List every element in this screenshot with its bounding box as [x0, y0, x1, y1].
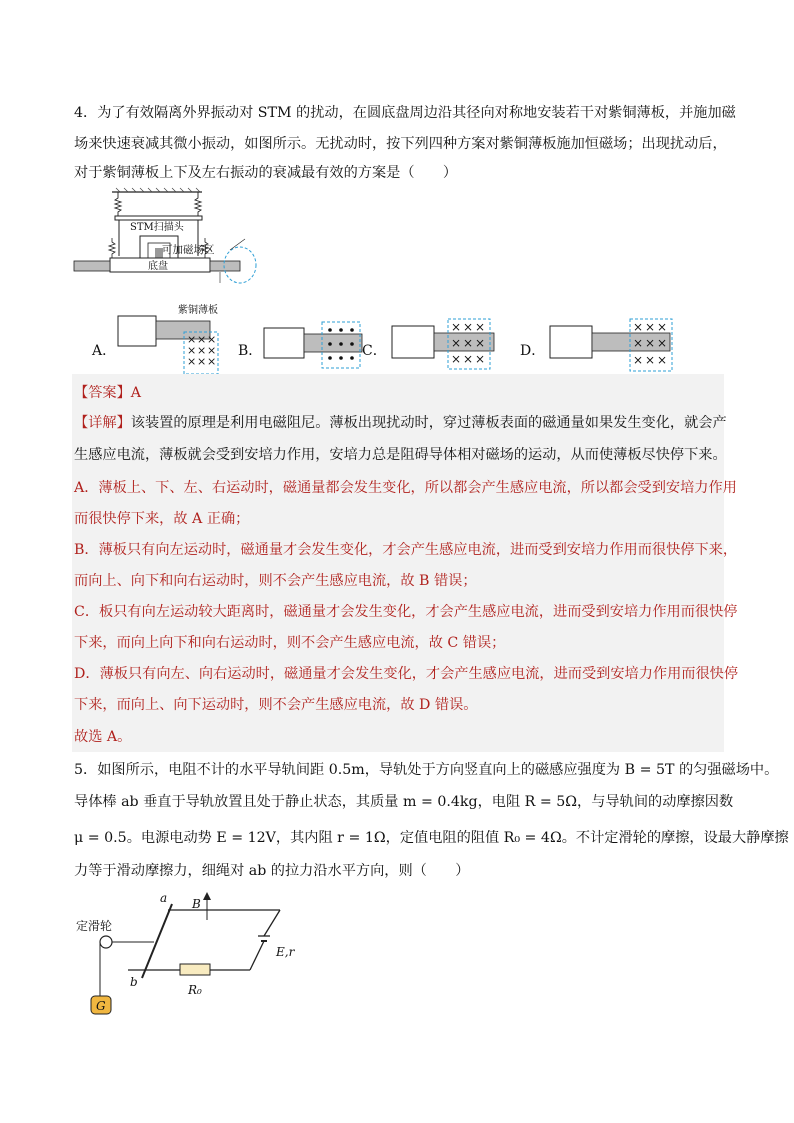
option-b-figure	[262, 318, 368, 372]
analysis-line-6: 下来，而向上向下和向右运动时，则不会产生感应电流，故 C 错误；	[74, 635, 506, 651]
weight-label: G	[96, 999, 106, 1013]
conclusion-line: 故选 A。	[74, 729, 132, 745]
svg-text:×: ×	[207, 344, 217, 357]
svg-text:×: ×	[463, 336, 474, 350]
svg-text:×: ×	[475, 336, 486, 350]
q5-line-4: 力等于滑动摩擦力，细绳对 ab 的拉力沿水平方向，则（ ）	[74, 863, 470, 879]
q5-line-3: μ = 0.5。电源电动势 E = 12V，其内阻 r = 1Ω，定值电阻的阻值 R₀ = 4Ω。不计定滑轮的摩擦，设最大静摩擦	[74, 830, 789, 846]
option-d-label: D．	[520, 343, 546, 359]
analysis-line-5: C．板只有向左运动较大距离时，磁通量才会发生变化，才会产生感应电流，进而受到安培力作用而很快停	[74, 604, 738, 620]
b-field-label: B	[192, 897, 201, 911]
svg-text:×: ×	[197, 344, 207, 357]
svg-text:×: ×	[657, 353, 668, 367]
analysis-line-3: B．薄板只有向左运动时，磁通量才会发生变化，才会产生感应电流，进而受到安培力作用而很快停下来，	[74, 542, 738, 558]
base-label: 底盘	[148, 261, 168, 272]
svg-text:×: ×	[645, 320, 656, 334]
stm-label: STM扫描头	[130, 222, 184, 233]
option-c-figure	[390, 316, 500, 372]
source-label: E,r	[276, 945, 295, 959]
a-label: a	[160, 891, 168, 905]
detail-label: 【详解】	[74, 415, 131, 431]
detail-text-1: 该装置的原理是利用电磁阻尼。薄板出现扰动时，穿过薄板表面的磁通量如果发生变化，就会产	[130, 415, 727, 431]
svg-text:×: ×	[187, 355, 197, 368]
option-b-label: B．	[238, 343, 263, 359]
field-zone-label: 可加磁场区	[162, 244, 215, 256]
pulley-label: 定滑轮	[76, 919, 113, 933]
analysis-line-4: 而向上、向下和向右运动时，则不会产生感应电流，故 B 错误；	[74, 573, 477, 589]
svg-text:×: ×	[451, 352, 462, 366]
q4-line-1: 4．为了有效隔离外界振动对 STM 的扰动，在圆底盘周边沿其径向对称地安装若干对紫铜薄板，并施加磁	[74, 105, 736, 121]
svg-text:×: ×	[207, 333, 217, 346]
svg-text:×: ×	[187, 344, 197, 357]
svg-text:×: ×	[463, 352, 474, 366]
svg-text:×: ×	[633, 336, 644, 350]
analysis-line-1: A．薄板上、下、左、右运动时，磁通量都会发生变化，所以都会产生感应电流，所以都会受到安培力作用	[74, 480, 737, 496]
q4-line-3: 对于紫铜薄板上下及左右振动的衰减最有效的方案是（ ）	[74, 165, 458, 181]
answer-value: A	[130, 385, 142, 401]
svg-text:×: ×	[633, 320, 644, 334]
resistor-label: R₀	[188, 983, 202, 997]
svg-text:×: ×	[657, 336, 668, 350]
analysis-line-7: D．薄板只有向左、向右运动时，磁通量才会发生变化，才会产生感应电流，进而受到安培力作用而很快停	[74, 666, 739, 682]
option-d-figure	[548, 316, 678, 374]
answer-label: 【答案】	[74, 385, 131, 401]
analysis-line-2: 而很快停下来，故 A 正确；	[74, 511, 250, 527]
svg-text:×: ×	[657, 320, 668, 334]
detail-line-1	[74, 413, 727, 433]
svg-text:×: ×	[645, 336, 656, 350]
svg-text:×: ×	[463, 320, 474, 334]
svg-text:×: ×	[451, 320, 462, 334]
svg-text:×: ×	[197, 333, 207, 346]
option-a-figure	[116, 314, 220, 376]
svg-text:×: ×	[645, 353, 656, 367]
svg-text:×: ×	[207, 355, 217, 368]
option-c-label: C．	[362, 343, 387, 359]
answer-line	[74, 383, 141, 403]
analysis-line-8: 下来，而向上、向下运动时，则不会产生感应电流，故 D 错误。	[74, 697, 478, 713]
plate-label: 紫铜薄板	[178, 305, 218, 316]
svg-text:×: ×	[197, 355, 207, 368]
b-label: b	[130, 975, 138, 989]
svg-text:×: ×	[633, 353, 644, 367]
q4-line-2: 场来快速衰减其微小振动，如图所示。无扰动时，按下列四种方案对紫铜薄板施加恒磁场；出现扰动后，	[74, 136, 727, 152]
svg-text:×: ×	[187, 333, 197, 346]
option-a-label: A．	[92, 343, 117, 359]
svg-text:×: ×	[475, 320, 486, 334]
q5-line-1: 5．如图所示，电阻不计的水平导轨间距 0.5m，导轨处于方向竖直向上的磁感应强度为 B = 5T 的匀强磁场中。	[74, 762, 779, 778]
svg-text:×: ×	[475, 352, 486, 366]
circuit-figure	[70, 890, 310, 1018]
q5-line-2: 导体棒 ab 垂直于导轨放置且处于静止状态，其质量 m = 0.4kg，电阻 R = 5Ω，与导轨间的动摩擦因数	[74, 794, 734, 810]
detail-text-2: 生感应电流，薄板就会受到安培力作用，安培力总是阻碍导体相对磁场的运动，从而使薄板尽快停下来。	[74, 447, 727, 463]
svg-text:×: ×	[451, 336, 462, 350]
